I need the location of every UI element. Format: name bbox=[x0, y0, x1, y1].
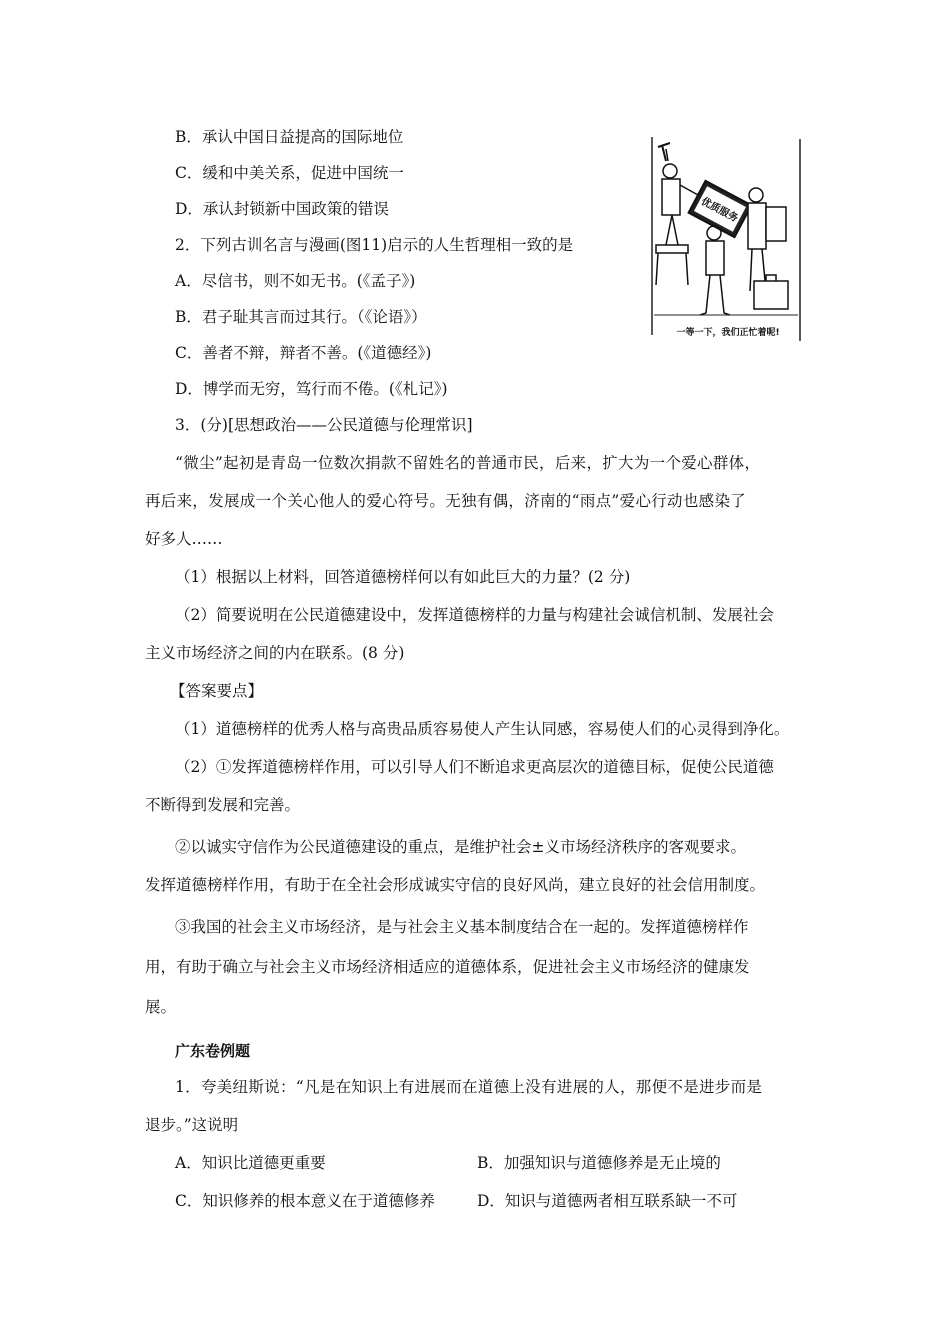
q3-sub-question-2-line-1: （2）简要说明在公民道德建设中，发挥道德榜样的力量与构建社会诚信机制、发展社会 bbox=[175, 606, 774, 624]
q1-option-b: B．承认中国日益提高的国际地位 bbox=[175, 128, 404, 146]
q1-option-c: C．缓和中美关系，促进中国统一 bbox=[175, 164, 404, 182]
q3-material-line-2: 再后来，发展成一个关心他人的爱心符号。无独有偶，济南的“雨点”爱心行动也感染了 bbox=[145, 492, 747, 510]
q2-option-d: D．博学而无穷，笃行而不倦。(《札记》) bbox=[175, 380, 448, 398]
q3-sub-question-1: （1）根据以上材料，回答道德榜样何以有如此巨大的力量？(2 分) bbox=[175, 568, 631, 586]
cartoon-caption: 一等一下，我们正忙着呢! bbox=[676, 328, 780, 338]
answer-title: 【答案要点】 bbox=[170, 682, 264, 700]
gd-q1-option-d: D．知识与道德两者相互联系缺一不可 bbox=[477, 1192, 738, 1210]
q3-material-line-1: “微尘”起初是青岛一位数次捐款不留姓名的普通市民，后来，扩大为一个爱心群体， bbox=[175, 454, 761, 472]
gd-q1-option-c: C．知识修养的根本意义在于道德修养 bbox=[175, 1192, 435, 1210]
gd-q1-stem-line-1: 1．夸美纽斯说：“凡是在知识上有进展而在道德上没有进展的人，那便不是进步而是 bbox=[175, 1078, 763, 1096]
answer-line-2: （2）①发挥道德榜样作用，可以引导人们不断追求更高层次的道德目标，促使公民道德 bbox=[175, 758, 774, 776]
gd-q1-stem-line-2: 退步。”这说明 bbox=[145, 1116, 239, 1134]
answer-line-1: （1）道德榜样的优秀人格与高贵品质容易使人产生认同感，容易使人们的心灵得到净化。 bbox=[175, 720, 790, 738]
q3-header: 3．(分)[思想政治——公民道德与伦理常识] bbox=[175, 416, 473, 434]
answer-line-7: 用，有助于确立与社会主义市场经济相适应的道德体系，促进社会主义市场经济的健康发 bbox=[145, 958, 750, 976]
answer-line-4: ②以诚实守信作为公民道德建设的重点，是维护社会±义市场经济秩序的客观要求。 bbox=[175, 838, 746, 856]
cartoon-figure-11 bbox=[648, 135, 808, 345]
q2-option-a: A．尽信书，则不如无书。(《孟子》) bbox=[175, 272, 416, 290]
answer-line-6: ③我国的社会主义市场经济，是与社会主义基本制度结合在一起的。发挥道德榜样作 bbox=[175, 918, 749, 936]
answer-line-8: 展。 bbox=[145, 998, 177, 1016]
gd-q1-option-b: B．加强知识与道德修养是无止境的 bbox=[477, 1154, 721, 1172]
answer-line-3: 不断得到发展和完善。 bbox=[145, 796, 301, 814]
cartoon-sign-text: 优质服务 bbox=[699, 196, 740, 225]
q2-option-b: B．君子耻其言而过其行。（《论语》） bbox=[175, 308, 427, 326]
q2-option-c: C．善者不辩，辩者不善。(《道德经》) bbox=[175, 344, 432, 362]
q2-stem: 2．下列古训名言与漫画(图11)启示的人生哲理相一致的是 bbox=[175, 236, 574, 254]
section-title-guangdong: 广东卷例题 bbox=[175, 1042, 251, 1060]
q1-option-d: D．承认封锁新中国政策的错误 bbox=[175, 200, 389, 218]
q3-material-line-3: 好多人…… bbox=[145, 530, 223, 548]
q3-sub-question-2-line-2: 主义市场经济之间的内在联系。(8 分) bbox=[145, 644, 405, 662]
gd-q1-option-a: A．知识比道德更重要 bbox=[175, 1154, 326, 1172]
answer-line-5: 发挥道德榜样作用，有助于在全社会形成诚实守信的良好风尚，建立良好的社会信用制度。 bbox=[145, 876, 766, 894]
